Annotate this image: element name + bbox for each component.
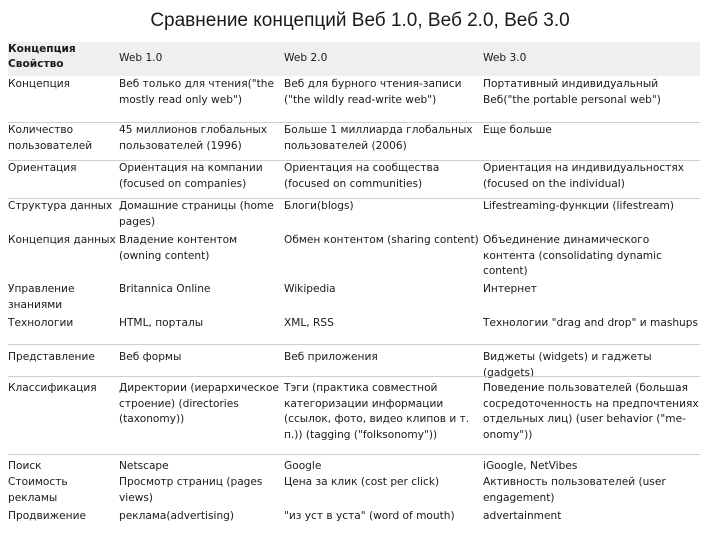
web3-cell: Интернет [483,283,537,295]
web2-cell: Google [284,460,322,472]
web3-cell: iGoogle, NetVibes [483,460,578,472]
table-row [8,233,700,281]
web2-cell: Тэги (практика совместной категоризации информации (ссылок, фото, видео клипов и т. п.)) (tagging ("folksonomy")) [284,382,470,441]
web1-cell: 45 миллионов глобальных пользователей (1996) [119,124,268,152]
row-label: Поиск [8,460,42,472]
table-row [8,376,700,455]
web1-cell: HTML, порталы [119,317,204,329]
row-label: Управление знаниями [8,283,75,311]
web1-cell: Домашние страницы (home pages) [119,200,274,228]
web3-cell: Технологии "drag and drop" и mashups [483,317,699,329]
table-row [8,454,700,472]
table-row [8,344,700,377]
table-row [8,77,700,117]
table-row [8,160,700,199]
table-row [8,282,700,316]
header-cell-property: Концепция Свойство [8,43,76,70]
row-label: Стоимость рекламы [8,476,68,504]
web3-cell: Ориентация на индивидуальностях (focused on the individual) [483,162,684,190]
table-row [8,122,700,161]
web3-cell: Поведение пользователей (большая сосредоточенность на предпочтениях отдельных лиц) (user behavior ("me-onomy")) [483,382,699,441]
row-label: Ориентация [8,162,77,174]
web1-cell: Владение контентом (owning content) [119,234,238,262]
web3-cell: Активность пользователей (user engagement) [483,476,666,504]
web1-cell: Britannica Online [119,283,211,295]
web2-cell: Цена за клик (cost per click) [284,476,440,488]
web3-cell: Портативный индивидуальный Веб("the portable personal web") [483,78,661,106]
row-label: Концепция данных [8,234,116,246]
web1-cell: Netscape [119,460,169,472]
web1-cell: Веб только для чтения("the mostly read only web") [119,78,274,106]
header-cell-web3: Web 3.0 [483,52,527,64]
web3-cell: Lifestreaming-функции (lifestream) [483,200,674,212]
web3-cell: Объединение динамического контента (consolidating dynamic content) [483,234,662,278]
row-label: Продвижение [8,510,87,522]
web2-cell: Обмен контентом (sharing content) [284,234,479,246]
row-label: Технологии [8,317,74,329]
web2-cell: Веб для бурного чтения-записи ("the wildly read-write web") [284,78,462,106]
web2-cell: Веб приложения [284,351,378,363]
web2-cell: Wikipedia [284,283,336,295]
header-cell-web1: Web 1.0 [119,52,163,64]
web2-cell: "из уст в уста" (word of mouth) [284,510,455,522]
row-label: Концепция [8,78,71,90]
row-label: Классификация [8,382,97,394]
table-row [8,475,700,509]
web2-cell: XML, RSS [284,317,334,329]
table-row [8,198,700,233]
web3-cell: Виджеты (widgets) и гаджеты (gadgets) [483,351,652,379]
web2-cell: Больше 1 миллиарда глобальных пользователей (2006) [284,124,473,152]
table-header-row [8,42,700,76]
row-label: Структура данных [8,200,113,212]
web2-cell: Ориентация на сообщества (focused on communities) [284,162,440,190]
row-label: Количество пользователей [8,124,93,152]
web1-cell: Ориентация на компании (focused on companies) [119,162,263,190]
page-title: Сравнение концепций Веб 1.0, Веб 2.0, Веб 3.0 [150,10,570,31]
row-label: Представление [8,351,95,363]
web3-cell: advertainment [483,510,562,522]
web1-cell: реклама(advertising) [119,510,235,522]
header-cell-web2: Web 2.0 [284,52,328,64]
table-row [8,509,700,527]
web2-cell: Блоги(blogs) [284,200,354,212]
web1-cell: Веб формы [119,351,182,363]
table-row [8,316,700,346]
web3-cell: Еще больше [483,124,552,136]
web1-cell: Просмотр страниц (pages views) [119,476,263,504]
web1-cell: Директории (иерархическое строение) (directories (taxonomy)) [119,382,279,426]
